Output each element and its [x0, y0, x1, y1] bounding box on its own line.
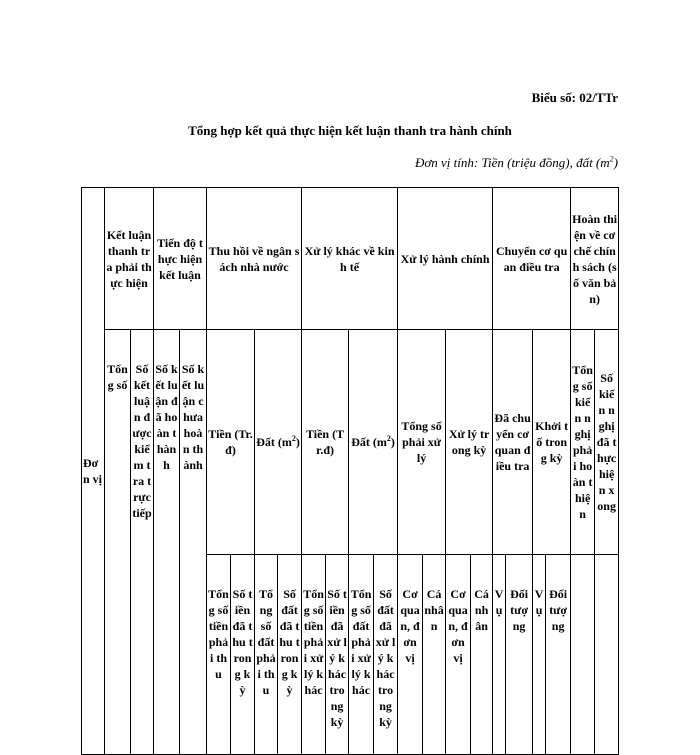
report-title: Tổng hợp kết quả thực hiện kết luận thanh tra hành chính: [188, 123, 512, 138]
header-kt-tong-dat: Tổng số đất phải xử lý khác: [349, 555, 374, 755]
header-empty-1: [571, 555, 595, 755]
header-tong-so: Tổng số: [105, 330, 131, 755]
unit-note: Đơn vị tính: Tiền (triệu đồng), đất $(m^2)$: [414, 154, 618, 170]
header-tien-xu-ly-khac: Tiền (Tr.đ): [302, 330, 349, 555]
header-co-quan-don-vi-1: Cơ quan, đơn vị: [398, 555, 423, 755]
header-so-kl-chua-hoan-thanh: Số kết luận chưa hoàn thành: [180, 330, 207, 755]
header-hoan-thien: Hoàn thiện về cơ chế chính sách (số văn bản): [571, 188, 619, 330]
header-dat-xu-ly-khac: Đất $(m^2)$: [349, 330, 398, 555]
header-chuyen-co-quan: Chuyển cơ quan điều tra: [493, 188, 571, 330]
header-th-tien-da-thu: Số tiền đã thu trong kỳ: [231, 555, 255, 755]
header-ca-nhan-2: Cá nhân: [471, 555, 493, 755]
header-xu-ly-trong-ky: Xử lý trong kỳ: [446, 330, 493, 555]
report-table: [81, 187, 619, 755]
header-da-chuyen: Đã chuyển cơ quan điều tra: [493, 330, 533, 555]
header-ket-luan-phai-thuc-hien: Kết luận thanh tra phải thực hiện: [105, 188, 154, 330]
header-thu-hoi: Thu hồi về ngân sách nhà nước: [207, 188, 302, 330]
header-th-dat-da-thu: Số đất đã thu trong kỳ: [278, 555, 302, 755]
header-ca-nhan-1: Cá nhân: [423, 555, 446, 755]
header-kt-tien-da-xl: Số tiền đã xử lý khác trong kỳ: [326, 555, 349, 755]
header-th-tong-tien: Tổng số tiền phải thu: [207, 555, 231, 755]
header-tien-do: Tiến độ thực hiện kết luận: [154, 188, 207, 330]
header-so-kien-nghi-da-thuc-hien: Số kiến nghị đã thực hiện xong: [595, 330, 619, 555]
header-kt-dat-da-xl: Số đất đã xử lý khác trong kỳ: [374, 555, 398, 755]
header-kt-tong-tien: Tổng số tiền phải xử lý khác: [302, 555, 326, 755]
header-doi-tuong-1: Đối tượng: [506, 555, 533, 755]
header-so-kl-kiem-tra: Số kết luận được kiểm tra trực tiếp: [131, 330, 154, 755]
header-tong-so-kien-nghi: Tổng số kiến nghị phải hoàn thiện: [571, 330, 595, 555]
header-xu-ly-kinh-te: Xử lý khác về kinh tế: [302, 188, 398, 330]
header-doi-tuong-2: Đối tượng: [546, 555, 571, 755]
header-vu-2: Vụ: [533, 555, 546, 755]
header-vu-1: Vụ: [493, 555, 506, 755]
header-don-vi: Đơn vị: [82, 188, 105, 755]
header-xu-ly-hanh-chinh: Xử lý hành chính: [398, 188, 493, 330]
header-empty-2: [595, 555, 619, 755]
header-dat-thu-hoi: Đất $(m^2)$: [255, 330, 302, 555]
header-co-quan-don-vi-2: Cơ quan, đơn vị: [446, 555, 471, 755]
header-so-kl-hoan-thanh: Số kết luận đã hoàn thành: [154, 330, 180, 755]
header-tien-thu-hoi: Tiền (Tr.đ): [207, 330, 255, 555]
header-th-tong-dat: Tổng số đất phải thu: [255, 555, 278, 755]
header-khoi-to: Khởi tố trong kỳ: [533, 330, 571, 555]
form-number: Biểu số: 02/TTr: [531, 90, 618, 105]
header-tong-so-phai-xu-ly: Tổng số phải xử lý: [398, 330, 446, 555]
